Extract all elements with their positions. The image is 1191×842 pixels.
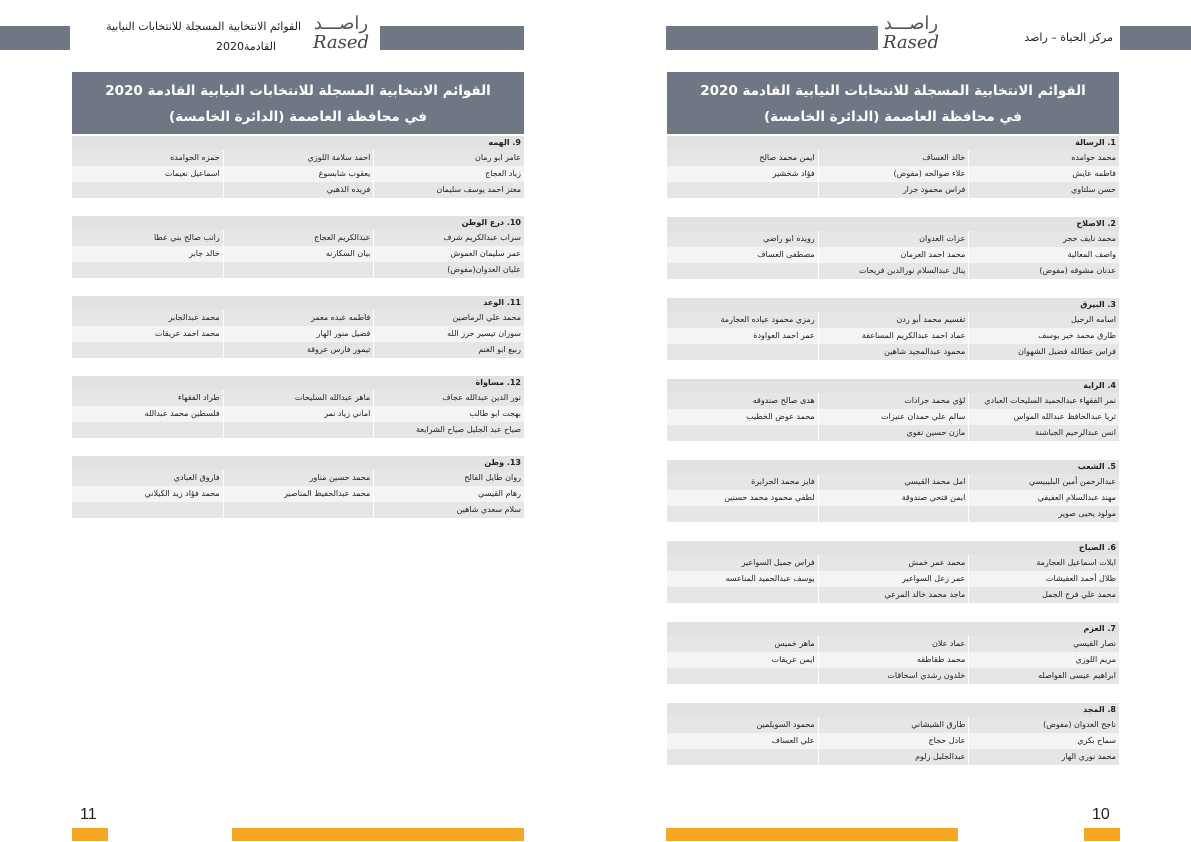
- candidate-row: [667, 668, 1119, 684]
- right-header-text: مركز الحياة – راصد: [1024, 31, 1113, 44]
- candidate-name: ينال عبدالسلام نورالدين فريحات: [818, 263, 969, 279]
- party-block: [72, 136, 524, 198]
- right-logo-arabic: راصـــد: [883, 13, 939, 34]
- left-page-number: 11: [80, 806, 97, 823]
- candidate-row: [72, 150, 524, 166]
- candidate-row: [667, 506, 1119, 522]
- candidate-name: رويده ابو راضي: [667, 231, 818, 247]
- left-header-title-line2: القادمة2020: [215, 40, 276, 53]
- candidate-name: عماد علان: [818, 636, 969, 652]
- candidate-name: محمد عمر خمش: [818, 555, 969, 571]
- right-banner-line2: في محافظة العاصمة (الدائرة الخامسة): [764, 109, 1022, 125]
- candidate-name: [667, 344, 818, 360]
- candidate-name: [72, 182, 223, 198]
- candidate-name: يوسف عبدالحميد المناعسه: [667, 571, 818, 587]
- candidate-name: محمد حوامده: [968, 150, 1119, 166]
- candidate-row: [72, 502, 524, 518]
- candidate-row: [667, 312, 1119, 328]
- candidate-name: اماني زياد نمر: [223, 406, 374, 422]
- left-header-title-line1: القوائم الانتخابية المسجلة للانتخابات النيابية: [106, 20, 301, 33]
- candidate-name: فلسطين محمد عبدالله: [72, 406, 223, 422]
- party-block: [667, 217, 1119, 279]
- candidate-name: سلام سعدي شاهين: [373, 502, 524, 518]
- candidate-name: [667, 587, 818, 603]
- candidate-name: روان طايل الفالح: [373, 470, 524, 486]
- candidate-row: [72, 246, 524, 262]
- party-name: 2. الاصلاح: [667, 217, 1119, 231]
- candidate-name: [667, 749, 818, 765]
- candidate-row: [72, 422, 524, 438]
- candidate-name: محمد احمد العرمان: [818, 247, 969, 263]
- candidate-name: محمد علي الرماضين: [373, 310, 524, 326]
- left-footer-bar-large: [232, 828, 524, 841]
- candidate-name: ايمن عريقات: [667, 652, 818, 668]
- candidate-name: ايمن محمد صالح: [667, 150, 818, 166]
- party-name: 9. الهمه: [72, 136, 524, 150]
- candidate-row: [667, 717, 1119, 733]
- candidate-name: ربيع ابو الغنم: [373, 342, 524, 358]
- candidate-name: عماد احمد عبدالكريم المساعفة: [818, 328, 969, 344]
- candidate-name: عمر زعل السواعير: [818, 571, 969, 587]
- candidate-name: لطفي محمود محمد حسنين: [667, 490, 818, 506]
- candidate-row: [667, 474, 1119, 490]
- candidate-row: [72, 406, 524, 422]
- candidate-row: [667, 409, 1119, 425]
- right-banner: [667, 72, 1119, 134]
- candidate-name: [223, 262, 374, 278]
- party-name: 8. المجد: [667, 703, 1119, 717]
- candidate-name: هدى صالح صندوقه: [667, 393, 818, 409]
- candidate-name: محمد عبدالجابر: [72, 310, 223, 326]
- candidate-name: خلدون رشدي اسحاقات: [818, 668, 969, 684]
- left-logo: [306, 14, 376, 52]
- candidate-name: [72, 502, 223, 518]
- left-page-content: [72, 72, 524, 518]
- candidate-name: بيان السكارنه: [223, 246, 374, 262]
- candidate-name: عمر سليمان العموش: [373, 246, 524, 262]
- candidate-name: عادل حجاج: [818, 733, 969, 749]
- party-name: 6. الصباح: [667, 541, 1119, 555]
- candidate-name: اسامه الرحيل: [968, 312, 1119, 328]
- candidate-name: عامر ابو رمان: [373, 150, 524, 166]
- right-header-bar-right: [1120, 26, 1191, 50]
- party-name: 5. الشعب: [667, 460, 1119, 474]
- candidate-row: [667, 150, 1119, 166]
- candidate-name: مهند عبدالسلام العفيفي: [968, 490, 1119, 506]
- candidate-name: محمد فؤاد زيد الكيلاني: [72, 486, 223, 502]
- left-logo-english: Rased: [312, 32, 370, 53]
- candidate-name: طارق الشيشاني: [818, 717, 969, 733]
- candidate-name: راتب صالح بني عطا: [72, 230, 223, 246]
- party-block: [667, 298, 1119, 360]
- candidate-name: محمود السويلمين: [667, 717, 818, 733]
- candidate-name: فاطمه عبده معمر: [223, 310, 374, 326]
- left-banner-line1: القوائم الانتخابية المسجلة للانتخابات النيابية القادمة 2020: [105, 83, 491, 99]
- candidate-name: عمر احمد العواودة: [667, 328, 818, 344]
- candidate-name: مريم اللوزي: [968, 652, 1119, 668]
- candidate-name: عليان العدوان(مفوض): [373, 262, 524, 278]
- right-footer-bar-small: [1084, 828, 1120, 841]
- candidate-name: [667, 668, 818, 684]
- candidate-name: سالم علي حمدان عنيزات: [818, 409, 969, 425]
- candidate-row: [72, 262, 524, 278]
- candidate-row: [72, 326, 524, 342]
- candidate-name: فاروق العبادي: [72, 470, 223, 486]
- party-name: 7. العزم: [667, 622, 1119, 636]
- left-logo-arabic: راصـــد: [313, 13, 369, 34]
- candidate-name: فراس جميل السواعير: [667, 555, 818, 571]
- candidate-name: خالد جابر: [72, 246, 223, 262]
- candidate-row: [667, 344, 1119, 360]
- party-block: [667, 136, 1119, 198]
- candidate-name: علاء صوالحه (مفوض): [818, 166, 969, 182]
- left-header-bar-right: [380, 26, 524, 50]
- party-block: [72, 456, 524, 518]
- candidate-name: مولود يحيى صوير: [968, 506, 1119, 522]
- candidate-name: فراس عطالله فضيل الشهوان: [968, 344, 1119, 360]
- candidate-name: صياح عبد الجليل صياح الشرايعة: [373, 422, 524, 438]
- candidate-row: [667, 393, 1119, 409]
- candidate-name: مازن حسين نفوي: [818, 425, 969, 441]
- candidate-name: احمد سلامة اللوزي: [223, 150, 374, 166]
- candidate-name: تقسيم محمد أبو ردن: [818, 312, 969, 328]
- candidate-name: مصطفى العساف: [667, 247, 818, 263]
- left-party-lists: [72, 136, 524, 518]
- candidate-name: سوزان تيسير حرز الله: [373, 326, 524, 342]
- candidate-name: يعقوب شابسوغ: [223, 166, 374, 182]
- candidate-name: محمد حسين مناور: [223, 470, 374, 486]
- candidate-row: [667, 328, 1119, 344]
- left-banner: [72, 72, 524, 134]
- party-block: [667, 460, 1119, 522]
- candidate-name: محمد عبدالحفيظ المناصير: [223, 486, 374, 502]
- candidate-name: نمر الفقهاء عبدالحميد السليحات العبادي: [968, 393, 1119, 409]
- candidate-name: ابراهيم عيسى الفواصله: [968, 668, 1119, 684]
- candidate-name: رهام القيسي: [373, 486, 524, 502]
- candidate-name: محمد طقاطقه: [818, 652, 969, 668]
- candidate-row: [667, 636, 1119, 652]
- candidate-name: فايز محمد الجرايرة: [667, 474, 818, 490]
- candidate-name: [818, 506, 969, 522]
- candidate-name: [72, 422, 223, 438]
- party-name: 13. وطن: [72, 456, 524, 470]
- right-logo: [876, 14, 946, 52]
- party-name: 4. الراية: [667, 379, 1119, 393]
- candidate-name: لؤي محمد جرادات: [818, 393, 969, 409]
- candidate-name: ناجح العدوان (مفوض): [968, 717, 1119, 733]
- left-footer-bar-small: [72, 828, 108, 841]
- candidate-name: محمد نوري الهار: [968, 749, 1119, 765]
- party-block: [667, 379, 1119, 441]
- right-page-content: [667, 72, 1119, 765]
- candidate-row: [667, 247, 1119, 263]
- candidate-name: خالد العساف: [818, 150, 969, 166]
- candidate-row: [667, 231, 1119, 247]
- party-name: 10. درع الوطن: [72, 216, 524, 230]
- party-block: [72, 216, 524, 278]
- party-block: [667, 622, 1119, 684]
- candidate-name: واصف المعالية: [968, 247, 1119, 263]
- candidate-name: نصار القيسي: [968, 636, 1119, 652]
- candidate-name: عبدالكريم العجاج: [223, 230, 374, 246]
- candidate-row: [667, 749, 1119, 765]
- candidate-name: فؤاد شخشير: [667, 166, 818, 182]
- candidate-name: ايمن فتحي صندوقة: [818, 490, 969, 506]
- candidate-row: [72, 390, 524, 406]
- right-page-number: 10: [1092, 806, 1110, 823]
- left-banner-line2: في محافظة العاصمة (الدائرة الخامسة): [169, 109, 427, 125]
- candidate-name: نور الدين عبدالله عجاف: [373, 390, 524, 406]
- candidate-name: سراب عبدالكريم شرف: [373, 230, 524, 246]
- candidate-name: فريده الذهبي: [223, 182, 374, 198]
- right-footer-bar-large: [666, 828, 958, 841]
- candidate-name: طارق محمد خير يوسف: [968, 328, 1119, 344]
- left-header-bar-left: [0, 26, 70, 50]
- right-party-lists: [667, 136, 1119, 765]
- candidate-name: محمد علي فرج الجمل: [968, 587, 1119, 603]
- candidate-name: تيمور فارس عروقة: [223, 342, 374, 358]
- party-name: 3. البيرق: [667, 298, 1119, 312]
- candidate-name: انس عبدالرحيم الجباشنة: [968, 425, 1119, 441]
- party-block: [667, 541, 1119, 603]
- candidate-name: ماهر عبدالله السليحات: [223, 390, 374, 406]
- candidate-row: [72, 166, 524, 182]
- candidate-name: [667, 506, 818, 522]
- candidate-row: [72, 310, 524, 326]
- candidate-name: علي العساف: [667, 733, 818, 749]
- candidate-row: [72, 486, 524, 502]
- candidate-name: سماح بكري: [968, 733, 1119, 749]
- right-banner-line1: القوائم الانتخابية المسجلة للانتخابات النيابية القادمة 2020: [700, 83, 1086, 99]
- candidate-name: [72, 262, 223, 278]
- candidate-name: اسماعيل نعيمات: [72, 166, 223, 182]
- candidate-name: ثريا عبدالحافظ عبدالله المواس: [968, 409, 1119, 425]
- candidate-name: محمود عبدالمجيد شاهين: [818, 344, 969, 360]
- candidate-name: [667, 263, 818, 279]
- candidate-row: [667, 263, 1119, 279]
- candidate-name: [223, 422, 374, 438]
- candidate-name: زياد العجاج: [373, 166, 524, 182]
- party-block: [72, 296, 524, 358]
- right-logo-english: Rased: [882, 32, 940, 53]
- candidate-row: [667, 182, 1119, 198]
- candidate-name: فاطمه عايش: [968, 166, 1119, 182]
- candidate-name: [72, 342, 223, 358]
- party-name: 1. الرسالة: [667, 136, 1119, 150]
- candidate-name: رمزي محمود عياده العجارمة: [667, 312, 818, 328]
- candidate-name: عبدالرحمن أمين البليبيسي: [968, 474, 1119, 490]
- candidate-name: عزات العدوان: [818, 231, 969, 247]
- party-block: [72, 376, 524, 438]
- party-name: 11. الوعد: [72, 296, 524, 310]
- candidate-name: محمد نايف حجر: [968, 231, 1119, 247]
- candidate-name: فضيل منور الهار: [223, 326, 374, 342]
- candidate-name: عدنان مشوقه (مفوض): [968, 263, 1119, 279]
- candidate-name: ايلات اسماعيل العجارمة: [968, 555, 1119, 571]
- candidate-row: [667, 166, 1119, 182]
- candidate-name: طلال أحمد العفيشات: [968, 571, 1119, 587]
- party-block: [667, 703, 1119, 765]
- candidate-name: [667, 182, 818, 198]
- candidate-row: [667, 571, 1119, 587]
- candidate-row: [667, 733, 1119, 749]
- candidate-row: [667, 587, 1119, 603]
- right-header-bar-left: [666, 26, 878, 50]
- candidate-row: [667, 555, 1119, 571]
- candidate-name: [667, 425, 818, 441]
- candidate-name: عبدالجليل زلوم: [818, 749, 969, 765]
- candidate-row: [667, 490, 1119, 506]
- candidate-row: [667, 652, 1119, 668]
- candidate-name: امل محمد القيسي: [818, 474, 969, 490]
- candidate-name: معتز احمد يوسف سليمان: [373, 182, 524, 198]
- candidate-name: حسن سلتاوي: [968, 182, 1119, 198]
- candidate-row: [667, 425, 1119, 441]
- candidate-name: ماهر خميس: [667, 636, 818, 652]
- candidate-row: [72, 470, 524, 486]
- candidate-row: [72, 342, 524, 358]
- candidate-name: فراس محمود جرار: [818, 182, 969, 198]
- candidate-name: ماجد محمد خالد المرعي: [818, 587, 969, 603]
- candidate-row: [72, 230, 524, 246]
- candidate-row: [72, 182, 524, 198]
- candidate-name: محمد احمد عريقات: [72, 326, 223, 342]
- party-name: 12. مساواة: [72, 376, 524, 390]
- candidate-name: طراد الفقهاء: [72, 390, 223, 406]
- candidate-name: محمد عوض الخطيب: [667, 409, 818, 425]
- candidate-name: [223, 502, 374, 518]
- candidate-name: بهجت ابو طالب: [373, 406, 524, 422]
- candidate-name: حمزه الحوامده: [72, 150, 223, 166]
